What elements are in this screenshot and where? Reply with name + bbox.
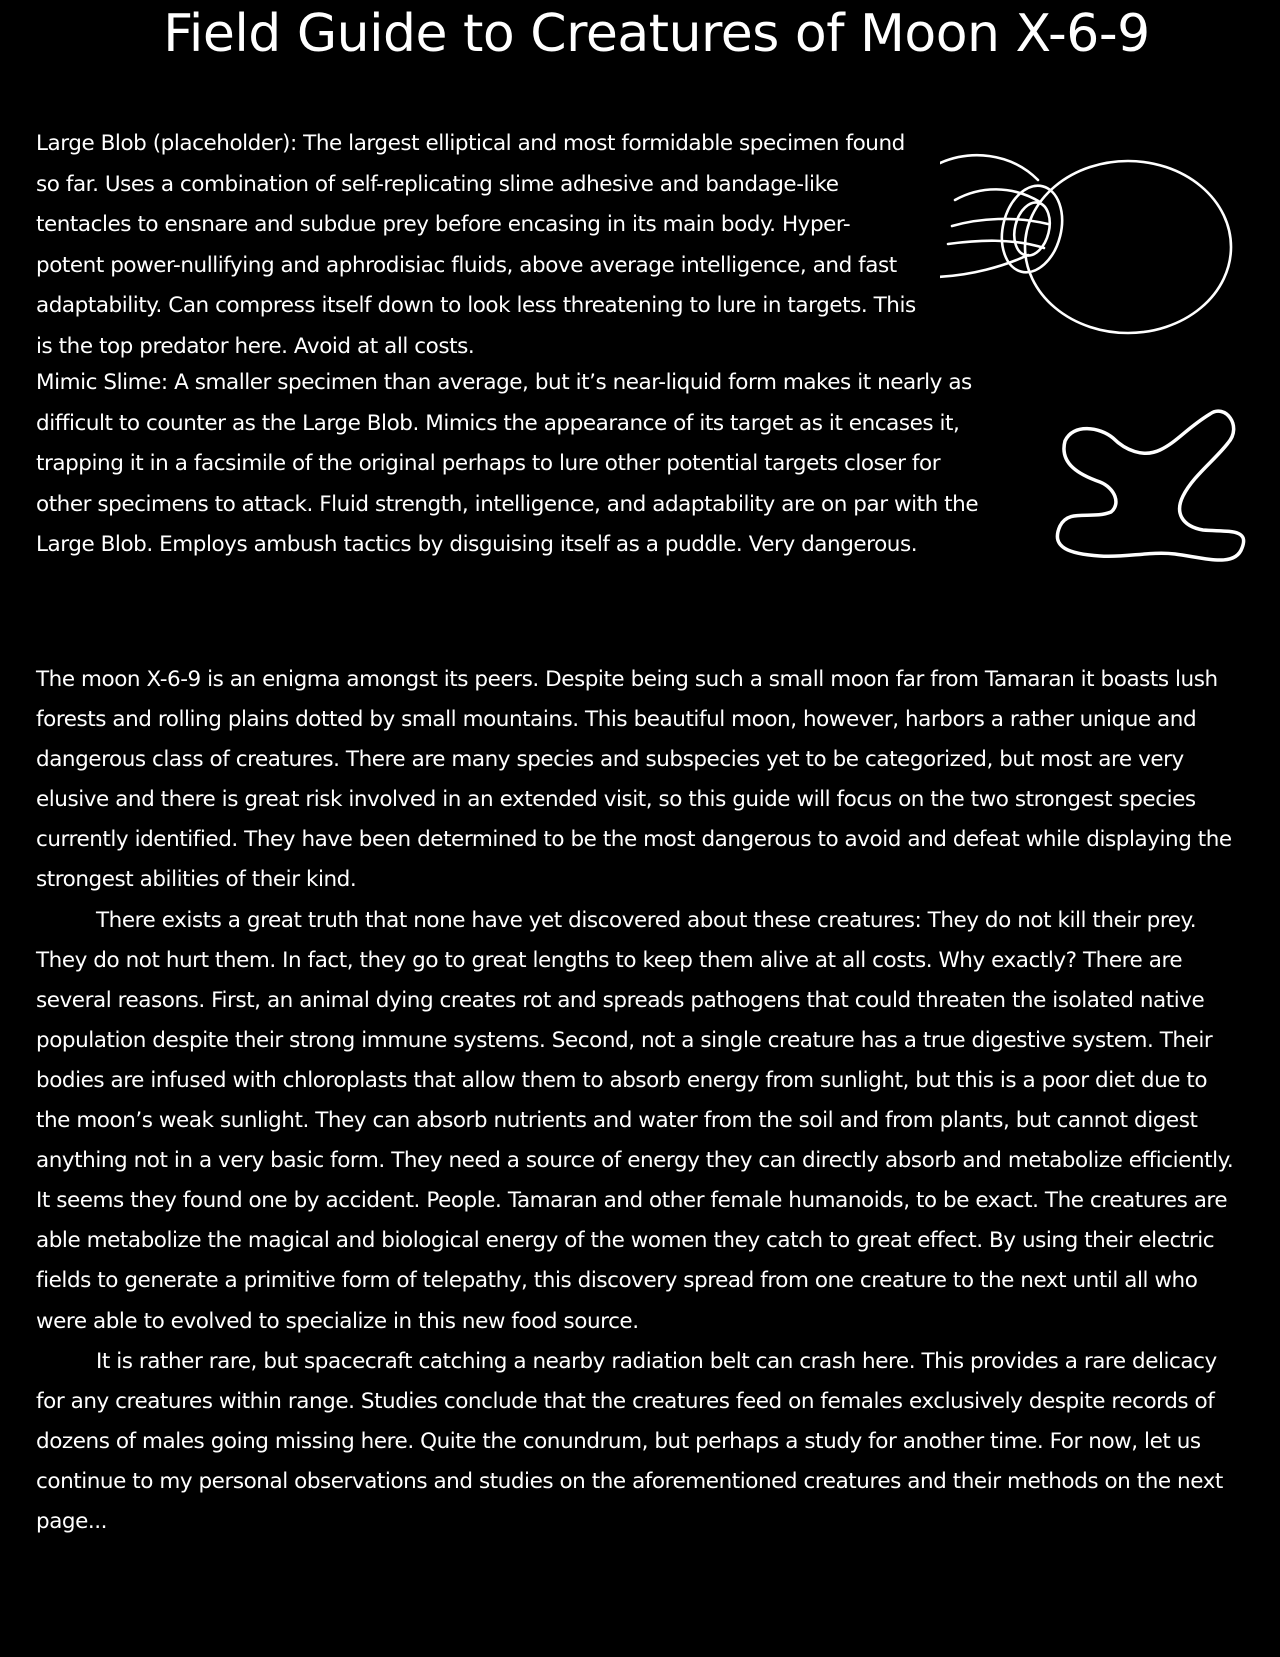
mimic-slime-outline: [1057, 411, 1243, 560]
mimic-slime-entry: Mimic Slime: A smaller specimen than average, but it’s near-liquid form makes it nearly as difficult to counter as the Large Blob. Mimics the appearance of its target as it encases it, trapping it in a facsimile of the original perhaps to lure other potential targets closer for other specimens to attack. Fluid strength, intelligence, and adaptability are on par with the Large Blob. Employs ambush tactics by disguising itself as a puddle. Very dangerous.: [36, 370, 979, 557]
large-blob-icon: [940, 150, 1240, 350]
mimic-slime-icon: [1055, 408, 1255, 583]
intro-paragraph: It is rather rare, but spacecraft catching a nearby radiation belt can crash here. This provides a rare delicacy for any creatures within range. Studies conclude that the creatures feed on females exclusively despite records of dozens of males going missing here. Quite the conundrum, but perhaps a study for another time. For now, let us continue to my personal observations and studies on the aforementioned creatures and their methods on the next page...: [36, 1348, 1223, 1534]
tentacle: [952, 219, 1048, 226]
page-title: Field Guide to Creatures of Moon X-6-9: [163, 4, 1150, 64]
tentacle: [948, 241, 1044, 248]
large-blob-mouth-inner: [1009, 199, 1055, 260]
tentacle: [940, 255, 1028, 277]
intro-paragraph: There exists a great truth that none have yet discovered about these creatures: They do not kill their prey. They do not hurt them. In fact, they go to great lengths to keep them alive at all costs. Why exactly? There are several reasons. First, an animal dying creates rot and spreads pathogens that could threaten the isolated native population despite their strong immune systems. Second, not a single creature has a true digestive system. Their bodies are infused with chloroplasts that allow them to absorb energy from sunlight, but this is a poor diet due to the moon’s weak sunlight. They can absorb nutrients and water from the soil and from plants, but cannot digest anything not in a very basic form. They need a source of energy they can directly absorb and metabolize efficiently. It seems they found one by accident. People. Tamaran and other female humanoids, to be exact. The creatures are able metabolize the magical and biological energy of the women they catch to great effect. By using their electric fields to generate a primitive form of telepathy, this discovery spread from one creature to the next until all who were able to evolved to specialize in this new food source.: [36, 907, 1234, 1334]
tentacle: [940, 155, 1038, 180]
intro-text: [36, 660, 1236, 1542]
large-blob-entry: Large Blob (placeholder): The largest elliptical and most formidable specimen found so far. Uses a combination of self-replicating slime adhesive and bandage-like tentacles to ensnare and subdue prey before encasing in its main body. Hyper-potent power-nullifying and aphrodisiac fluids, above average intelligence, and fast adaptability. Can compress itself down to look less threatening to lure in targets. This is the top predator here. Avoid at all costs.: [36, 131, 916, 359]
tentacle: [955, 189, 1040, 202]
intro-paragraph: The moon X-6-9 is an enigma amongst its peers. Despite being such a small moon far from Tamaran it boasts lush forests and rolling plains dotted by small mountains. This beautiful moon, however, harbors a rather unique and dangerous class of creatures. There are many species and subspecies yet to be categorized, but most are very elusive and there is great risk involved in an extended visit, so this guide will focus on the two strongest species currently identified. They have been determined to be the most dangerous to avoid and defeat while displaying the strongest abilities of their kind.: [36, 667, 1232, 893]
